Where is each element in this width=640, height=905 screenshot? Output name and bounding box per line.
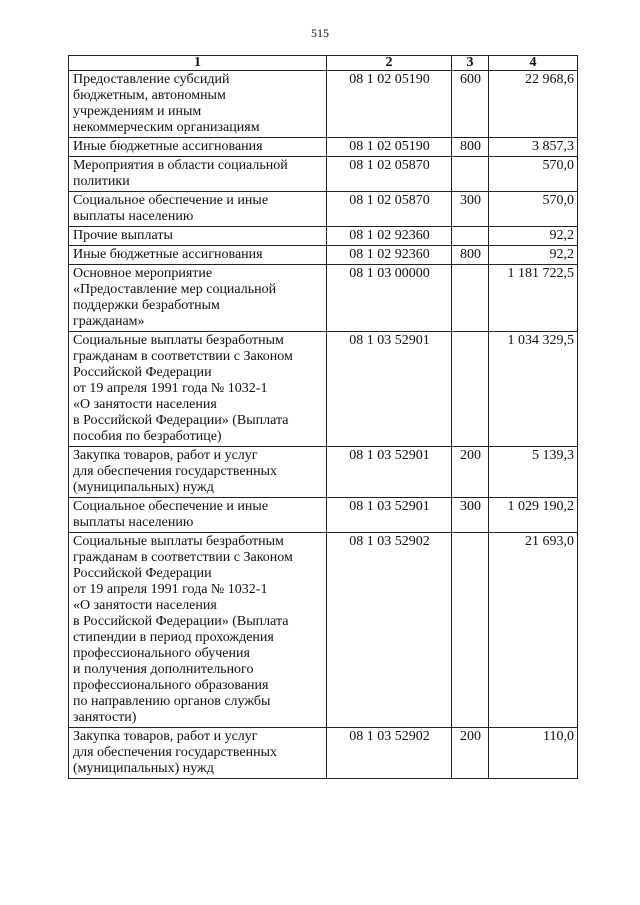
item-code: 08 1 02 05870 — [327, 157, 452, 192]
item-name: Предоставление субсидий бюджетным, автономным учреждениям и иным некоммерческим организациям — [69, 71, 327, 138]
table-row — [69, 265, 578, 332]
item-name: Социальное обеспечение и иные выплаты населению — [69, 192, 327, 227]
expense-type: 200 — [452, 447, 489, 498]
expense-type: 800 — [452, 246, 489, 265]
item-amount: 110,0 — [489, 728, 578, 779]
item-amount: 570,0 — [489, 192, 578, 227]
expense-type: 800 — [452, 138, 489, 157]
expense-type — [452, 157, 489, 192]
expense-type: 200 — [452, 728, 489, 779]
header-col-3: 3 — [452, 56, 489, 71]
budget-table — [68, 55, 578, 779]
table-row — [69, 138, 578, 157]
table-row — [69, 157, 578, 192]
table-row — [69, 332, 578, 447]
item-name: Прочие выплаты — [69, 227, 327, 246]
table-row — [69, 498, 578, 533]
item-code: 08 1 03 52901 — [327, 447, 452, 498]
header-col-1: 1 — [69, 56, 327, 71]
table-row — [69, 227, 578, 246]
expense-type — [452, 533, 489, 728]
item-name: Социальные выплаты безработным гражданам в соответствии с Законом Российской Федерации от 19 апреля 1991 года № 1032-1 «О занятости населения в Российской Федерации» (Выплата пособия по безработице) — [69, 332, 327, 447]
item-code: 08 1 03 52902 — [327, 533, 452, 728]
expense-type — [452, 332, 489, 447]
expense-type: 300 — [452, 192, 489, 227]
header-row — [69, 56, 578, 71]
item-code: 08 1 02 92360 — [327, 246, 452, 265]
item-name: Социальные выплаты безработным гражданам в соответствии с Законом Российской Федерации от 19 апреля 1991 года № 1032-1 «О занятости населения в Российской Федерации» (Выплата стипендии в период прохождения профессионального обучения и получения дополнительного профессионального образования по направлению органов службы занятости) — [69, 533, 327, 728]
item-name: Закупка товаров, работ и услуг для обеспечения государственных (муниципальных) нужд — [69, 728, 327, 779]
item-amount: 3 857,3 — [489, 138, 578, 157]
item-code: 08 1 03 00000 — [327, 265, 452, 332]
table-row — [69, 71, 578, 138]
item-amount: 92,2 — [489, 227, 578, 246]
item-code: 08 1 02 92360 — [327, 227, 452, 246]
item-amount: 21 693,0 — [489, 533, 578, 728]
table-row — [69, 447, 578, 498]
item-amount: 1 029 190,2 — [489, 498, 578, 533]
header-col-2: 2 — [327, 56, 452, 71]
item-name: Основное мероприятие «Предоставление мер социальной поддержки безработным гражданам» — [69, 265, 327, 332]
header-col-4: 4 — [489, 56, 578, 71]
item-code: 08 1 02 05190 — [327, 138, 452, 157]
table-row — [69, 533, 578, 728]
item-amount: 1 181 722,5 — [489, 265, 578, 332]
item-amount: 22 968,6 — [489, 71, 578, 138]
expense-type — [452, 265, 489, 332]
page-number: 515 — [311, 26, 329, 40]
item-name: Социальное обеспечение и иные выплаты населению — [69, 498, 327, 533]
item-amount: 5 139,3 — [489, 447, 578, 498]
item-amount: 570,0 — [489, 157, 578, 192]
item-code: 08 1 02 05870 — [327, 192, 452, 227]
expense-type: 300 — [452, 498, 489, 533]
item-name: Иные бюджетные ассигнования — [69, 138, 327, 157]
table-row — [69, 246, 578, 265]
expense-type — [452, 227, 489, 246]
item-name: Иные бюджетные ассигнования — [69, 246, 327, 265]
item-amount: 1 034 329,5 — [489, 332, 578, 447]
table-row — [69, 192, 578, 227]
item-code: 08 1 03 52901 — [327, 498, 452, 533]
item-amount: 92,2 — [489, 246, 578, 265]
item-code: 08 1 02 05190 — [327, 71, 452, 138]
item-name: Закупка товаров, работ и услуг для обеспечения государственных (муниципальных) нужд — [69, 447, 327, 498]
expense-type: 600 — [452, 71, 489, 138]
item-name: Мероприятия в области социальной политики — [69, 157, 327, 192]
table-row — [69, 728, 578, 779]
item-code: 08 1 03 52901 — [327, 332, 452, 447]
item-code: 08 1 03 52902 — [327, 728, 452, 779]
